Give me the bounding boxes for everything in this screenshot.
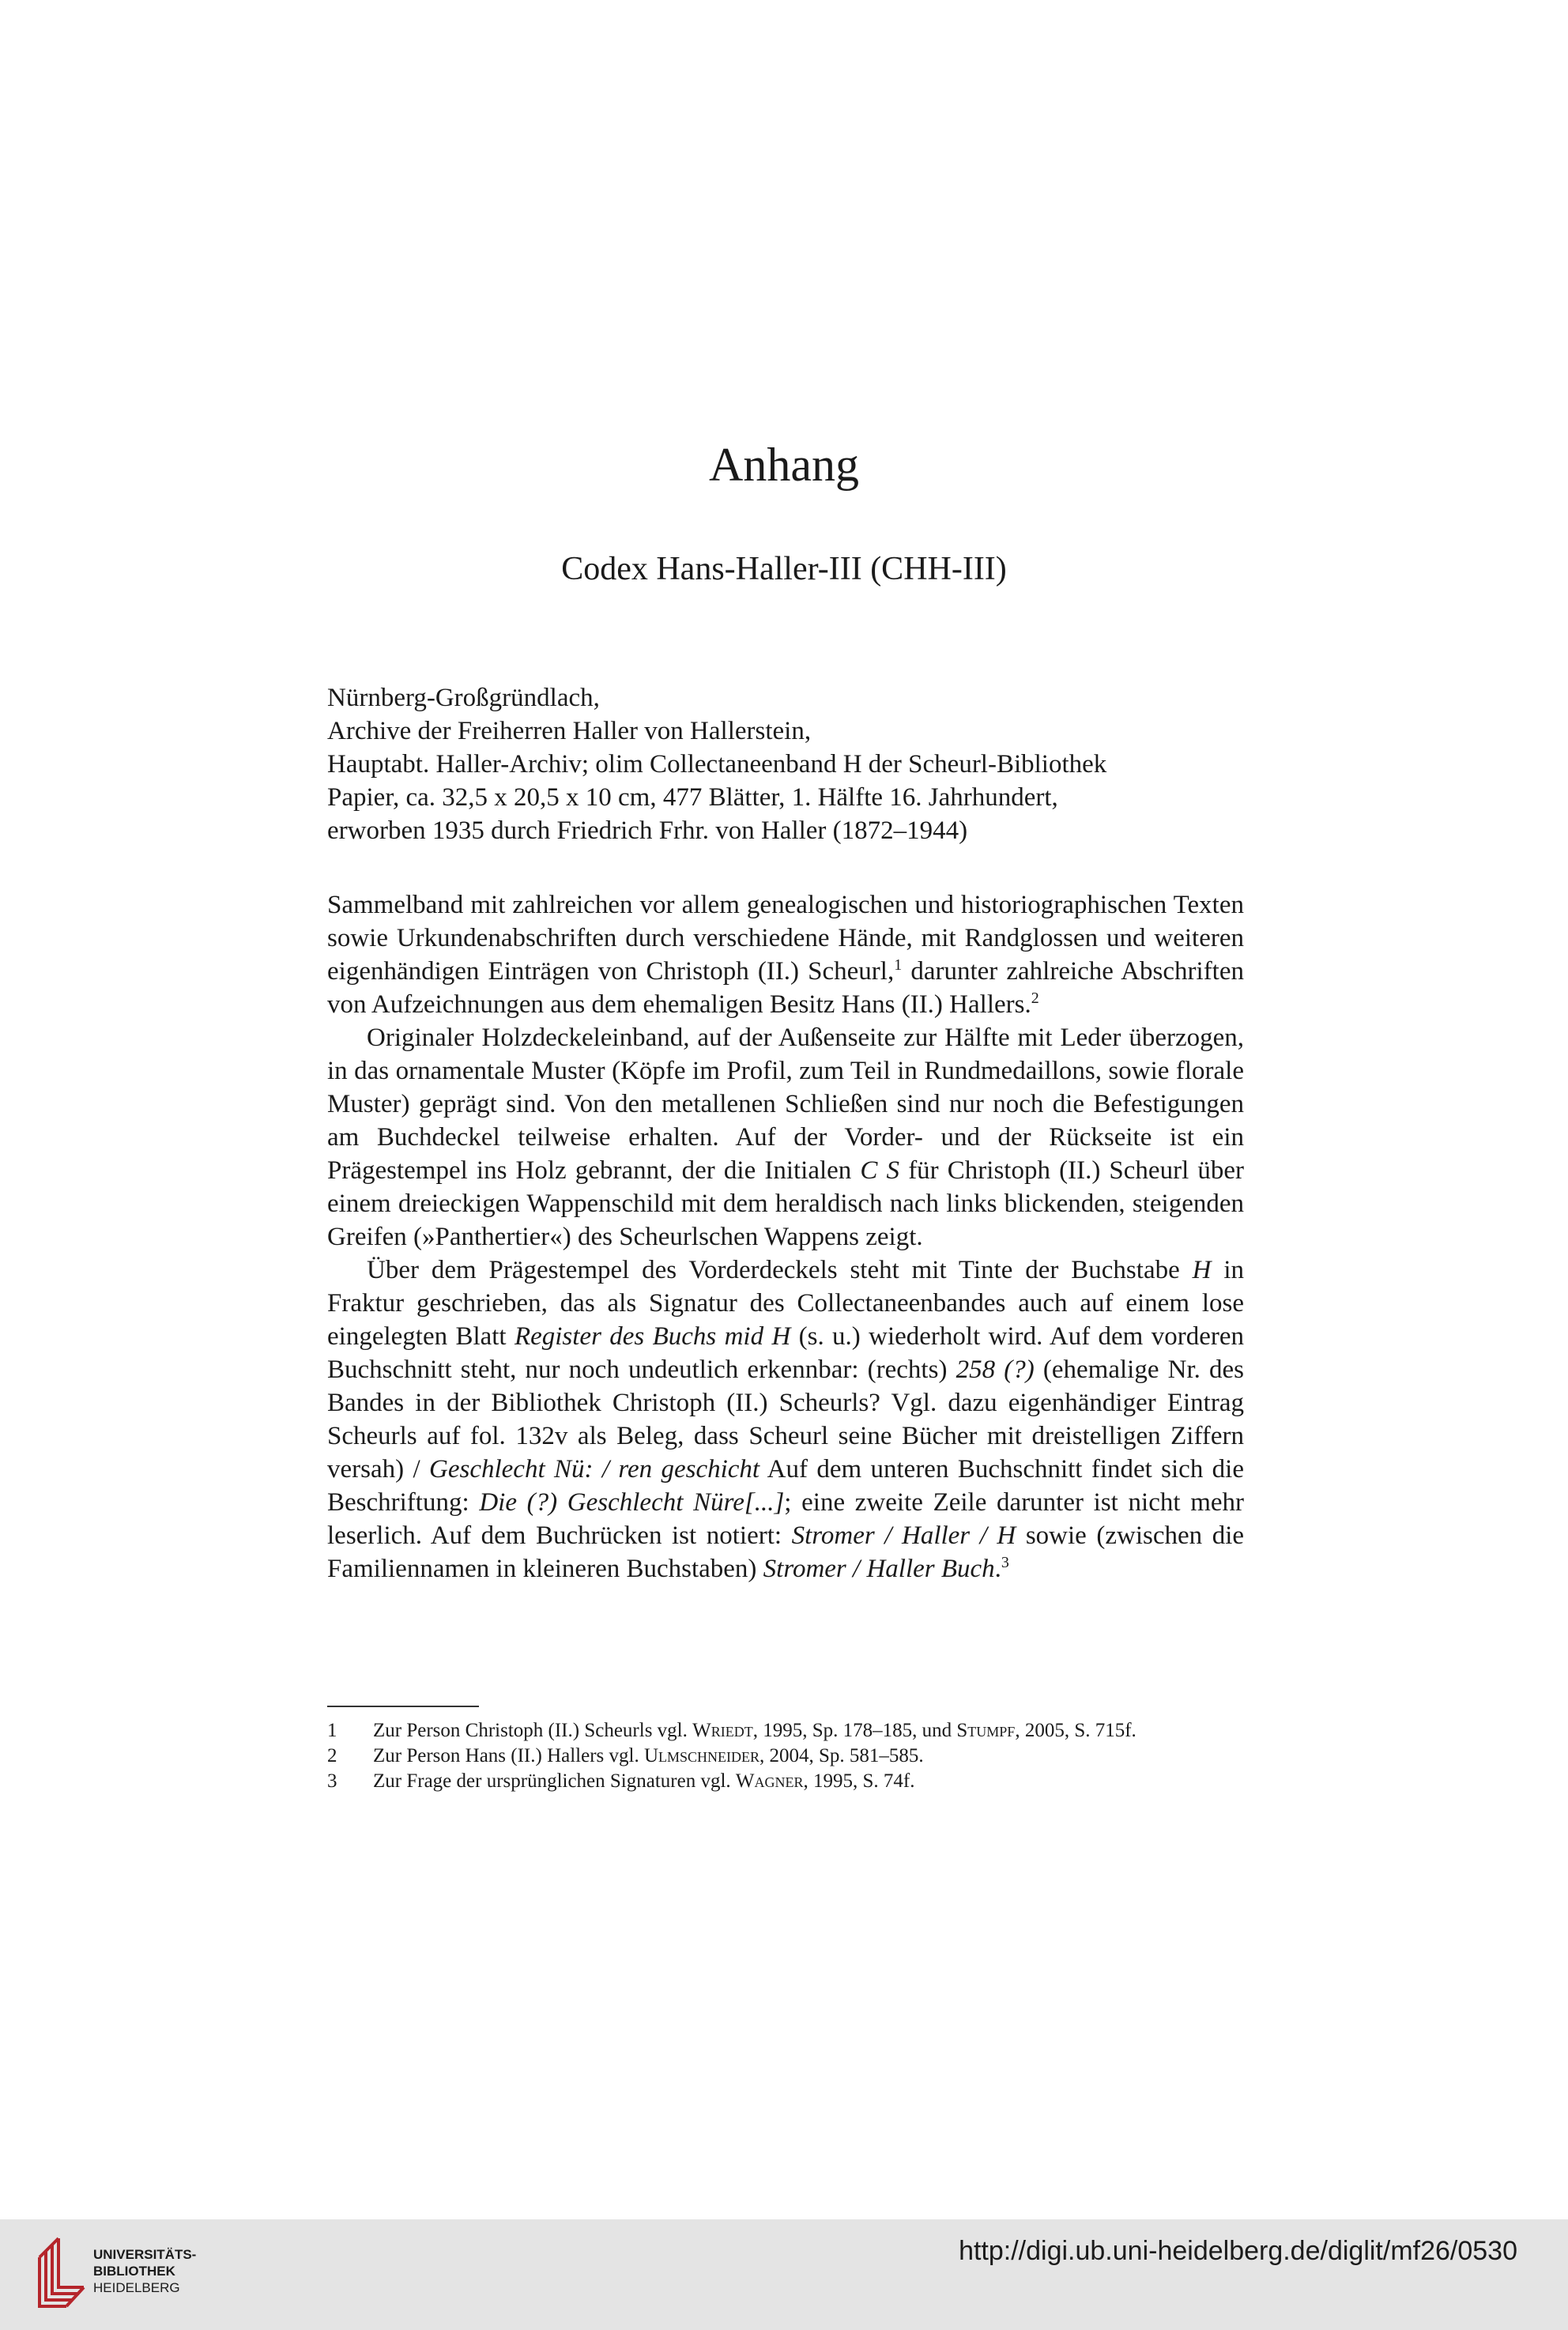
source-url-link[interactable]: http://digi.ub.uni-heidelberg.de/diglit/mf26/0530 xyxy=(959,2236,1517,2266)
text-run: (ehemalige Nr. des Bandes in der Bibliothek Christoph (II.) Scheurls? Vgl. dazu eigenhändiger Eintrag Scheurls auf fol. 132v als Beleg, dass Scheurl seine Bücher mit dreistelligen Ziffern versah) / xyxy=(327,1355,1245,1484)
italic-run: Geschlecht Nü: / ren geschicht xyxy=(429,1455,760,1484)
library-name-line: UNIVERSITÄTS- xyxy=(93,2247,197,2262)
text-run: Auf dem unteren Buchschnitt findet sich die Beschriftung: xyxy=(327,1455,1244,1517)
library-name-line: HEIDELBERG xyxy=(93,2280,180,2295)
footnotes xyxy=(327,1718,1244,1794)
text-run: Über dem Prägestempel des Vorderdeckels steht mit Tinte der Buchstabe xyxy=(367,1256,1193,1284)
footnote-1 xyxy=(327,1718,1244,1744)
text-run: darunter zahlreiche Abschriften von Aufzeichnungen aus dem ehemaligen Besitz Hans (II.) Hallers. xyxy=(327,957,1244,1019)
footnote-2 xyxy=(327,1744,1244,1769)
footnote-ref-1[interactable]: 1 xyxy=(894,956,903,974)
footnote-number: 3 xyxy=(327,1770,337,1792)
address-line: Archive der Freiherren Haller von Hallerstein, xyxy=(327,717,812,745)
address-line: Nürnberg-Großgründlach, xyxy=(327,684,600,712)
page-title: Anhang xyxy=(709,439,859,491)
italic-run: Stromer / Haller Buch xyxy=(763,1555,995,1583)
library-logo-icon[interactable] xyxy=(35,2230,85,2309)
text-run: für Christoph (II.) Scheurl über einem dreieckigen Wappenschild mit dem heraldisch nach links blickenden, steigenden Greifen (»Panthertier«) des Scheurlschen Wappens zeigt. xyxy=(327,1156,1244,1251)
footnote-text: Zur Person Hans (II.) Hallers vgl. Ulmschneider, 2004, Sp. 581–585. xyxy=(373,1745,924,1766)
text-run: ; eine zweite Zeile darunter ist nicht mehr leserlich. Auf dem Buchrücken ist notiert: xyxy=(327,1488,1244,1550)
text-run: Sammelband mit zahlreichen vor allem genealogischen und historiographischen Texten sowie Urkundenabschriften durch verschiedene Hände, mit Randglossen und weiteren eigenhändigen Einträgen von Christoph (II.) Scheurl, xyxy=(327,891,1244,986)
address-line: Hauptabt. Haller-Archiv; olim Collectaneenband H der Scheurl-Bibliothek xyxy=(327,750,1107,779)
italic-run: H xyxy=(1192,1256,1212,1284)
paragraph-1 xyxy=(327,888,1244,1021)
footnote-divider xyxy=(327,1706,479,1707)
address-line: erworben 1935 durch Friedrich Frhr. von Haller (1872–1944) xyxy=(327,816,968,845)
footnote-ref-3[interactable]: 3 xyxy=(1001,1554,1009,1571)
body-text xyxy=(327,888,1244,1585)
library-name-line: BIBLIOTHEK xyxy=(93,2264,175,2279)
footnote-ref-2[interactable]: 2 xyxy=(1031,990,1039,1007)
footnote-text: Zur Frage der ursprünglichen Signaturen vgl. Wagner, 1995, S. 74f. xyxy=(373,1770,915,1792)
footnote-number: 2 xyxy=(327,1745,337,1766)
codex-title: Codex Hans-Haller-III (CHH-III) xyxy=(561,551,1007,587)
italic-run: 258 (?) xyxy=(956,1355,1035,1384)
footnote-number: 1 xyxy=(327,1720,337,1741)
address-line: Papier, ca. 32,5 x 20,5 x 10 cm, 477 Blätter, 1. Hälfte 16. Jahrhundert, xyxy=(327,783,1058,812)
text-run: sowie (zwischen die Familiennamen in kleineren Buchstaben) xyxy=(327,1521,1245,1583)
paragraph-3 xyxy=(327,1254,1244,1585)
library-name[interactable] xyxy=(93,2246,196,2296)
manuscript-address xyxy=(327,681,1244,847)
text-run: . xyxy=(994,1555,1001,1583)
italic-run: Stromer / Haller / H xyxy=(791,1521,1016,1550)
text-run: (s. u.) wiederholt wird. Auf dem vorderen Buchschnitt steht, nur noch undeutlich erkennbar: (rechts) xyxy=(327,1322,1244,1384)
text-run: Originaler Holzdeckeleinband, auf der Außenseite zur Hälfte mit Leder überzogen, in das ornamentale Muster (Köpfe im Profil, zum Teil in Rundmedaillons, sowie florale Muster) geprägt sind. Von den metallenen Schließen sind nur noch die Befestigungen am Buchdeckel teilweise erhalten. Auf der Vorder- und der Rückseite ist ein Prägestempel ins Holz gebrannt, der die Initialen xyxy=(327,1024,1244,1185)
italic-run: C S xyxy=(860,1156,900,1185)
italic-run: Register des Buchs mid H xyxy=(514,1322,791,1351)
italic-run: Die (?) Geschlecht Nüre[...] xyxy=(479,1488,785,1517)
footnote-text: Zur Person Christoph (II.) Scheurls vgl. Wriedt, 1995, Sp. 178–185, und Stumpf, 2005, S. 715f. xyxy=(373,1720,1136,1741)
text-run: in Fraktur geschrieben, das als Signatur des Collectaneenbandes auch auf einem lose eingelegten Blatt xyxy=(327,1256,1244,1351)
paragraph-2 xyxy=(327,1021,1244,1254)
footnote-3 xyxy=(327,1769,1244,1794)
